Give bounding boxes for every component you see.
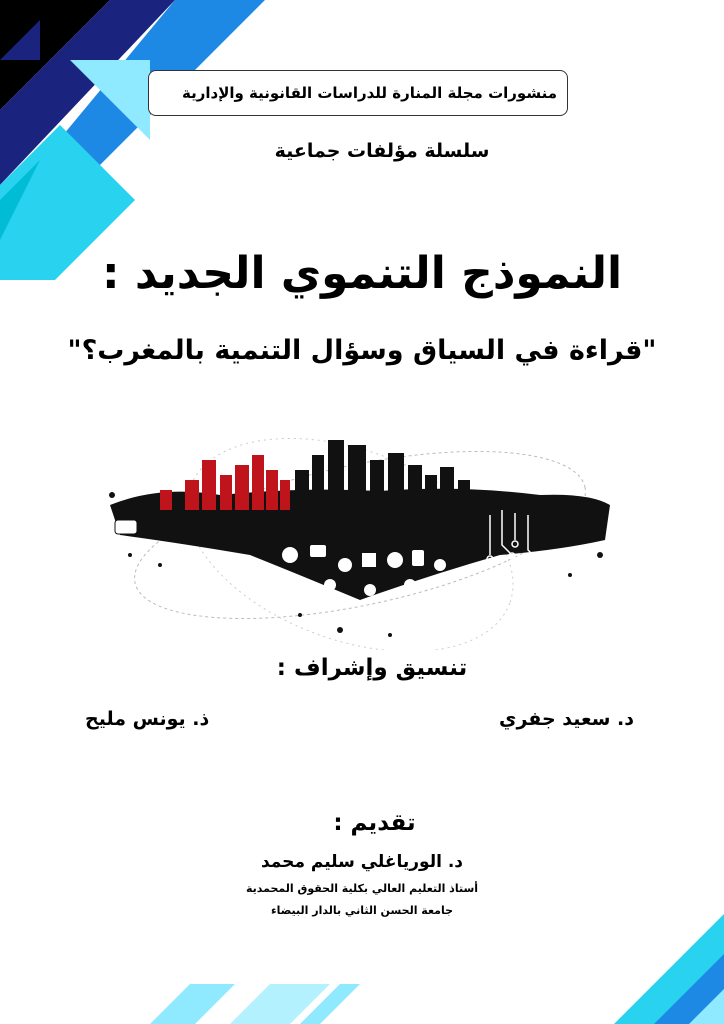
series-label: سلسلة مؤلفات جماعية — [274, 140, 490, 162]
preface-label: تقديم : — [333, 810, 416, 836]
editor-secondary: ذ. يونس مليح — [85, 708, 210, 730]
book-title: النموذج التنموي الجديد : — [101, 248, 623, 299]
preface-author: د. الورياغلي سليم محمد — [260, 852, 464, 872]
publisher-name: منشورات مجلة المنارة للدراسات القانونية والإدارية — [181, 84, 557, 102]
book-subtitle: "قراءة في السياق وسؤال التنمية بالمغرب؟" — [67, 335, 657, 366]
publisher-banner — [148, 70, 568, 116]
editor-primary: د. سعيد جفري — [499, 708, 634, 730]
preface-author-university: جامعة الحسن الثاني بالدار البيضاء — [270, 904, 454, 917]
preface-author-role: أستاذ التعليم العالي بكلية الحقوق المحمدية — [245, 882, 479, 895]
bottom-stripe-decoration — [0, 984, 724, 1024]
coordination-label: تنسيق وإشراف : — [276, 655, 468, 681]
city-skyline-illustration — [100, 425, 620, 650]
